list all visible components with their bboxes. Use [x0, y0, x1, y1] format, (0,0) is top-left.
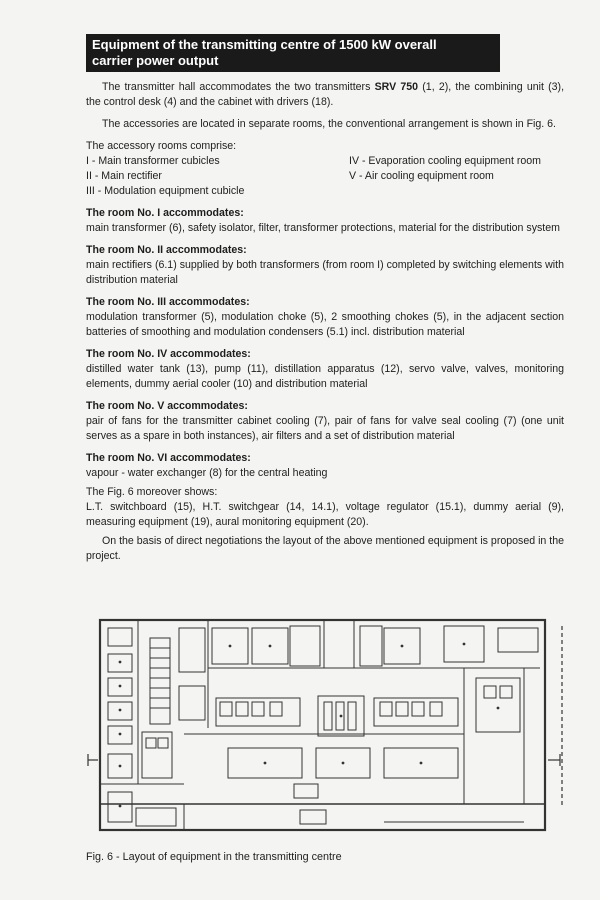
- intro-paragraph-2: The accessories are located in separate rooms, the conventional arrangement is shown in Fig. 6.: [102, 118, 557, 130]
- room-list-item: I - Main transformer cubicles: [86, 155, 220, 167]
- floor-plan-drawing: [84, 608, 574, 836]
- room-heading: The room No. VI accommodates:: [86, 452, 251, 464]
- room-list-item: IV - Evaporation cooling equipment room: [349, 155, 541, 167]
- room-heading: The room No. II accommodates:: [86, 244, 247, 256]
- room-heading: The room No. IV accommodates:: [86, 348, 251, 360]
- intro-text-start: The transmitter hall accommodates the two transmitters: [102, 81, 375, 93]
- room-list: [86, 154, 564, 199]
- intro-paragraph-3: The accessory rooms comprise:: [86, 140, 237, 152]
- room-text: distilled water tank (13), pump (11), distillation apparatus (12), servo valve, valves, monitoring elements, dummy aerial cooler (10) and distribution material: [86, 363, 564, 390]
- section-heading: [86, 34, 500, 72]
- room-heading: The room No. III accommodates:: [86, 296, 250, 308]
- room-text: main transformer (6), safety isolator, filter, transformer protections, material for the distribution system: [86, 222, 560, 234]
- intro-text-end: (1, 2), the combining unit (3), the control desk (4) and the cabinet with drivers (18).: [86, 81, 565, 108]
- room-list-item: III - Modulation equipment cubicle: [86, 185, 245, 197]
- room-list-item: II - Main rectifier: [86, 170, 162, 182]
- intro-paragraph-1: [86, 80, 564, 110]
- room-list-left: [86, 154, 349, 199]
- room-section-4: [86, 347, 564, 392]
- room-text: pair of fans for the transmitter cabinet cooling (7), pair of fans for valve seal cooling (7) (one unit serves as a spare in both instances), air filters and a set of distribution material: [86, 415, 564, 442]
- room-text: vapour - water exchanger (8) for the central heating: [86, 467, 328, 479]
- heading-line-1: Equipment of the transmitting centre of 1500 kW overall: [92, 37, 437, 52]
- fig-list: L.T. switchboard (15), H.T. switchgear (14, 14.1), voltage regulator (15.1), dummy aerial (9), measuring equipment (19), aural monitoring equipment (20).: [86, 501, 564, 528]
- room-section-3: [86, 295, 564, 340]
- room-heading: The room No. I accommodates:: [86, 207, 244, 219]
- room-section-5: [86, 399, 564, 444]
- heading-line-2: carrier power output: [92, 53, 219, 68]
- room-text: main rectifiers (6.1) supplied by both transformers (from room I) completed by switching elements with distribution material: [86, 259, 564, 286]
- room-section-1: [86, 206, 564, 236]
- closing-paragraph: On the basis of direct negotiations the layout of the above mentioned equipment is proposed in the project.: [86, 535, 564, 562]
- room-list-right: [349, 154, 564, 199]
- room-section-2: [86, 243, 564, 288]
- transmitter-model: SRV 750: [374, 81, 419, 93]
- room-heading: The room No. V accommodates:: [86, 400, 248, 412]
- fig-intro: The Fig. 6 moreover shows:: [86, 486, 218, 498]
- room-list-item: V - Air cooling equipment room: [349, 170, 494, 182]
- body-text: [86, 80, 564, 564]
- room-text: modulation transformer (5), modulation choke (5), 2 smoothing chokes (5), in the adjacent section batteries of smoothing and modulation condensers (5.1) incl. distribution material: [86, 311, 564, 338]
- room-section-6: [86, 451, 564, 481]
- figure-caption: Fig. 6 - Layout of equipment in the transmitting centre: [86, 851, 342, 863]
